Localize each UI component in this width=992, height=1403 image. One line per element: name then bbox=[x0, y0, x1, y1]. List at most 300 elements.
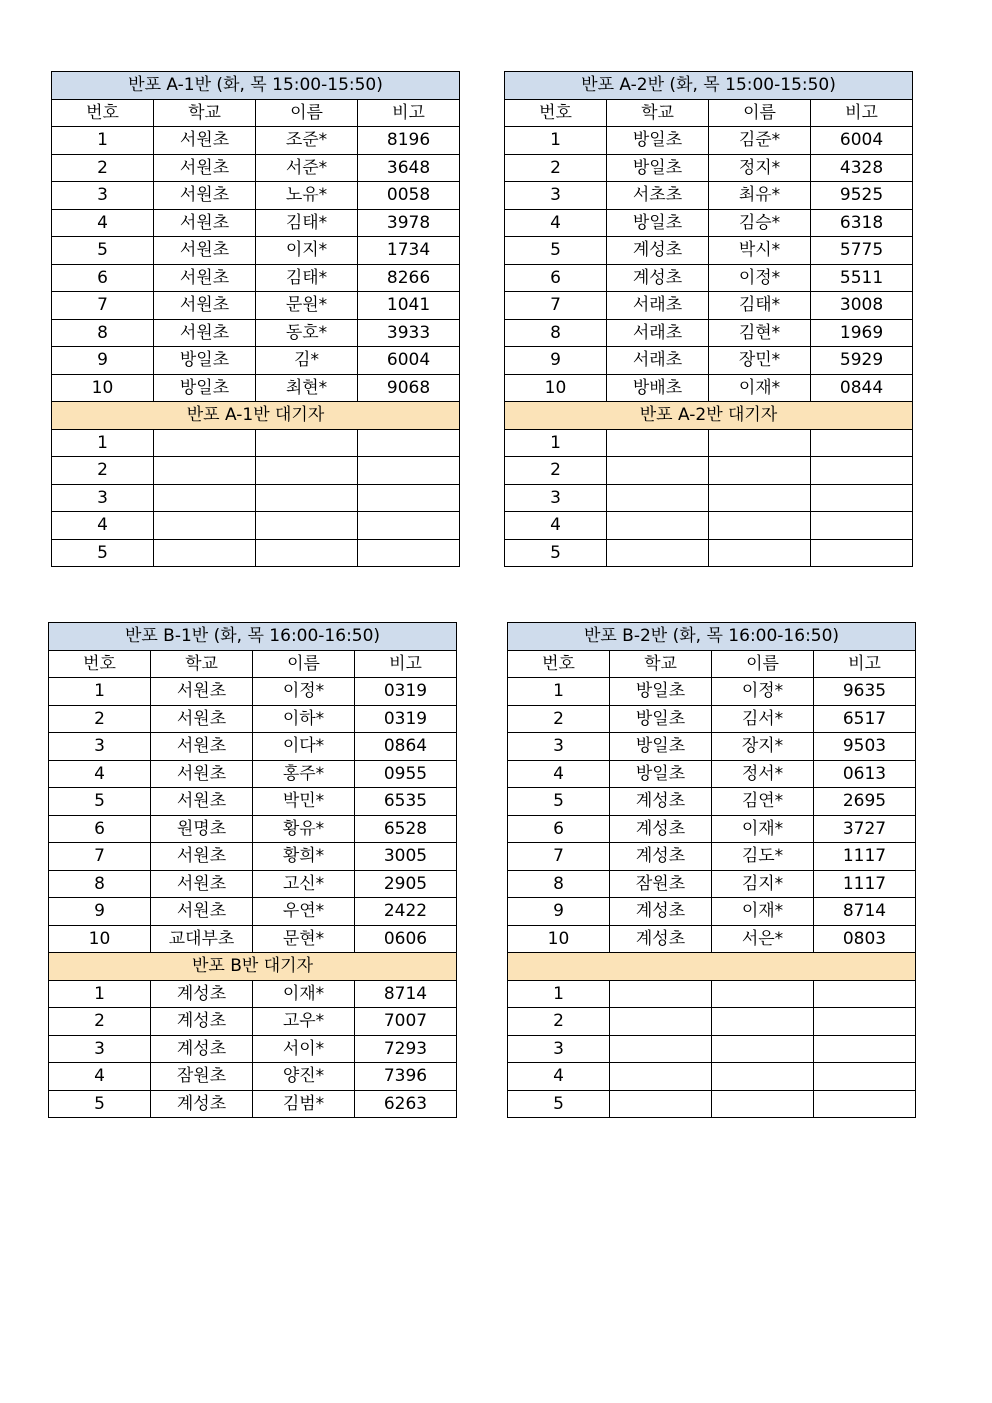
table-row bbox=[52, 264, 460, 292]
cell-number: 4 bbox=[49, 1063, 151, 1091]
cell-school bbox=[610, 1008, 712, 1036]
cell-number: 1 bbox=[508, 980, 610, 1008]
table-row bbox=[49, 925, 457, 953]
cell-school: 서원초 bbox=[154, 237, 256, 265]
cell-school: 서원초 bbox=[154, 264, 256, 292]
cell-school: 계성초 bbox=[607, 237, 709, 265]
waitlist-row bbox=[505, 539, 913, 567]
cell-number: 5 bbox=[505, 237, 607, 265]
cell-student-name bbox=[256, 429, 358, 457]
table-row bbox=[505, 154, 913, 182]
cell-student-name: 서은* bbox=[712, 925, 814, 953]
cell-number: 8 bbox=[505, 319, 607, 347]
cell-note: 0319 bbox=[355, 678, 457, 706]
table-row bbox=[52, 292, 460, 320]
waitlist-row bbox=[505, 429, 913, 457]
table-row bbox=[508, 925, 916, 953]
cell-school: 서원초 bbox=[154, 319, 256, 347]
cell-student-name bbox=[256, 484, 358, 512]
class-a2-table bbox=[504, 71, 913, 567]
cell-student-name bbox=[709, 512, 811, 540]
cell-number: 6 bbox=[49, 815, 151, 843]
cell-note: 8714 bbox=[814, 898, 916, 926]
cell-note: 3933 bbox=[358, 319, 460, 347]
cell-student-name: 김승* bbox=[709, 209, 811, 237]
cell-number: 5 bbox=[508, 1090, 610, 1118]
cell-student-name: 황유* bbox=[253, 815, 355, 843]
cell-student-name: 정지* bbox=[709, 154, 811, 182]
header-name: 이름 bbox=[256, 99, 358, 127]
waitlist-row bbox=[49, 1035, 457, 1063]
cell-number: 4 bbox=[49, 760, 151, 788]
cell-note: 6528 bbox=[355, 815, 457, 843]
cell-number: 7 bbox=[505, 292, 607, 320]
waitlist-row bbox=[508, 1063, 916, 1091]
cell-student-name: 황희* bbox=[253, 843, 355, 871]
cell-note bbox=[358, 484, 460, 512]
cell-number: 2 bbox=[508, 705, 610, 733]
cell-number: 4 bbox=[52, 209, 154, 237]
header-number: 번호 bbox=[52, 99, 154, 127]
cell-number: 3 bbox=[508, 733, 610, 761]
cell-student-name: 박시* bbox=[709, 237, 811, 265]
cell-note: 6318 bbox=[811, 209, 913, 237]
header-school: 학교 bbox=[610, 650, 712, 678]
table-row bbox=[505, 127, 913, 155]
cell-note bbox=[358, 539, 460, 567]
class-b2-table bbox=[507, 622, 916, 1118]
cell-school: 계성초 bbox=[610, 788, 712, 816]
cell-school bbox=[154, 512, 256, 540]
cell-school: 서원초 bbox=[154, 154, 256, 182]
table-row bbox=[52, 154, 460, 182]
cell-school: 잠원초 bbox=[610, 870, 712, 898]
table-title-row bbox=[508, 623, 916, 651]
cell-note: 0844 bbox=[811, 374, 913, 402]
cell-school: 계성초 bbox=[151, 1090, 253, 1118]
cell-school: 서원초 bbox=[151, 678, 253, 706]
cell-student-name bbox=[256, 539, 358, 567]
cell-school: 계성초 bbox=[151, 1008, 253, 1036]
waitlist-row bbox=[52, 512, 460, 540]
cell-student-name: 이재* bbox=[712, 898, 814, 926]
cell-school: 서원초 bbox=[154, 127, 256, 155]
cell-student-name bbox=[709, 484, 811, 512]
cell-school: 서원초 bbox=[151, 733, 253, 761]
cell-note: 9635 bbox=[814, 678, 916, 706]
cell-note: 0613 bbox=[814, 760, 916, 788]
cell-note: 9525 bbox=[811, 182, 913, 210]
cell-note: 1117 bbox=[814, 843, 916, 871]
cell-school: 계성초 bbox=[610, 815, 712, 843]
cell-number: 1 bbox=[52, 429, 154, 457]
cell-number: 7 bbox=[52, 292, 154, 320]
cell-number: 7 bbox=[49, 843, 151, 871]
cell-number: 3 bbox=[49, 733, 151, 761]
cell-note: 7396 bbox=[355, 1063, 457, 1091]
cell-school: 서래초 bbox=[607, 292, 709, 320]
cell-school: 서원초 bbox=[154, 182, 256, 210]
cell-school: 방일초 bbox=[154, 374, 256, 402]
header-number: 번호 bbox=[508, 650, 610, 678]
table-row bbox=[508, 733, 916, 761]
cell-school: 서래초 bbox=[607, 347, 709, 375]
cell-note: 0955 bbox=[355, 760, 457, 788]
cell-note: 1969 bbox=[811, 319, 913, 347]
cell-note bbox=[811, 429, 913, 457]
cell-student-name bbox=[256, 512, 358, 540]
cell-student-name: 홍주* bbox=[253, 760, 355, 788]
cell-note: 2905 bbox=[355, 870, 457, 898]
cell-number: 1 bbox=[505, 429, 607, 457]
cell-note bbox=[358, 429, 460, 457]
cell-student-name: 김현* bbox=[709, 319, 811, 347]
waitlist-row bbox=[508, 980, 916, 1008]
waitlist-title: 반포 A-1반 대기자 bbox=[52, 402, 460, 430]
header-school: 학교 bbox=[151, 650, 253, 678]
table-row bbox=[505, 347, 913, 375]
cell-note bbox=[814, 1063, 916, 1091]
cell-note: 1117 bbox=[814, 870, 916, 898]
table-title: 반포 B-1반 (화, 목 16:00-16:50) bbox=[49, 623, 457, 651]
cell-note: 2695 bbox=[814, 788, 916, 816]
cell-note: 5929 bbox=[811, 347, 913, 375]
table-title-row bbox=[505, 72, 913, 100]
cell-student-name: 조준* bbox=[256, 127, 358, 155]
cell-note bbox=[811, 457, 913, 485]
cell-student-name: 이정* bbox=[253, 678, 355, 706]
cell-school: 잠원초 bbox=[151, 1063, 253, 1091]
cell-school: 계성초 bbox=[610, 925, 712, 953]
cell-number: 3 bbox=[505, 484, 607, 512]
cell-student-name bbox=[712, 1090, 814, 1118]
cell-note: 3648 bbox=[358, 154, 460, 182]
cell-note: 0319 bbox=[355, 705, 457, 733]
cell-school bbox=[607, 512, 709, 540]
cell-number: 4 bbox=[52, 512, 154, 540]
cell-number: 9 bbox=[505, 347, 607, 375]
cell-note: 0058 bbox=[358, 182, 460, 210]
waitlist-row bbox=[49, 1008, 457, 1036]
header-name: 이름 bbox=[253, 650, 355, 678]
table-row bbox=[52, 374, 460, 402]
cell-number: 2 bbox=[505, 457, 607, 485]
cell-student-name bbox=[712, 1063, 814, 1091]
cell-note bbox=[814, 1035, 916, 1063]
cell-school: 방일초 bbox=[607, 127, 709, 155]
waitlist-row bbox=[52, 457, 460, 485]
cell-note: 8714 bbox=[355, 980, 457, 1008]
cell-student-name bbox=[712, 1035, 814, 1063]
cell-student-name: 김태* bbox=[256, 264, 358, 292]
cell-student-name: 장민* bbox=[709, 347, 811, 375]
cell-student-name: 이정* bbox=[709, 264, 811, 292]
cell-school bbox=[154, 457, 256, 485]
table-row bbox=[505, 374, 913, 402]
cell-number: 1 bbox=[49, 980, 151, 1008]
cell-school bbox=[607, 484, 709, 512]
cell-school: 방일초 bbox=[610, 760, 712, 788]
cell-number: 5 bbox=[49, 788, 151, 816]
cell-note: 3005 bbox=[355, 843, 457, 871]
table-header-row bbox=[52, 99, 460, 127]
cell-student-name: 이재* bbox=[253, 980, 355, 1008]
cell-school: 서원초 bbox=[151, 705, 253, 733]
class-a1-table bbox=[51, 71, 460, 567]
cell-number: 1 bbox=[505, 127, 607, 155]
table-row bbox=[52, 209, 460, 237]
waitlist-row bbox=[49, 980, 457, 1008]
table-title: 반포 B-2반 (화, 목 16:00-16:50) bbox=[508, 623, 916, 651]
table-row bbox=[52, 319, 460, 347]
header-note: 비고 bbox=[355, 650, 457, 678]
cell-number: 3 bbox=[52, 182, 154, 210]
cell-school bbox=[610, 980, 712, 1008]
cell-school bbox=[154, 539, 256, 567]
cell-number: 9 bbox=[49, 898, 151, 926]
cell-school: 계성초 bbox=[151, 980, 253, 1008]
table-row bbox=[508, 898, 916, 926]
cell-number: 4 bbox=[505, 512, 607, 540]
cell-school bbox=[610, 1063, 712, 1091]
table-row bbox=[49, 815, 457, 843]
cell-school: 방일초 bbox=[610, 733, 712, 761]
table-row bbox=[49, 843, 457, 871]
cell-student-name: 문현* bbox=[253, 925, 355, 953]
table-row bbox=[505, 292, 913, 320]
cell-number: 5 bbox=[52, 237, 154, 265]
table-title-row bbox=[52, 72, 460, 100]
cell-student-name: 이정* bbox=[712, 678, 814, 706]
cell-student-name: 고우* bbox=[253, 1008, 355, 1036]
cell-note: 5775 bbox=[811, 237, 913, 265]
waitlist-row bbox=[505, 512, 913, 540]
waitlist-row bbox=[505, 457, 913, 485]
waitlist-row bbox=[52, 484, 460, 512]
cell-student-name: 정서* bbox=[712, 760, 814, 788]
cell-number: 2 bbox=[52, 154, 154, 182]
cell-note: 3727 bbox=[814, 815, 916, 843]
cell-note: 7293 bbox=[355, 1035, 457, 1063]
cell-note bbox=[814, 1008, 916, 1036]
cell-number: 1 bbox=[49, 678, 151, 706]
cell-note: 9503 bbox=[814, 733, 916, 761]
cell-student-name: 김연* bbox=[712, 788, 814, 816]
cell-number: 9 bbox=[508, 898, 610, 926]
cell-student-name: 김* bbox=[256, 347, 358, 375]
table-row bbox=[505, 319, 913, 347]
cell-number: 3 bbox=[508, 1035, 610, 1063]
cell-student-name: 김태* bbox=[709, 292, 811, 320]
cell-school: 서원초 bbox=[151, 898, 253, 926]
header-school: 학교 bbox=[607, 99, 709, 127]
cell-number: 1 bbox=[52, 127, 154, 155]
cell-school: 서원초 bbox=[154, 292, 256, 320]
cell-student-name: 이다* bbox=[253, 733, 355, 761]
cell-note: 7007 bbox=[355, 1008, 457, 1036]
cell-note: 6004 bbox=[358, 347, 460, 375]
cell-student-name: 박민* bbox=[253, 788, 355, 816]
cell-number: 5 bbox=[52, 539, 154, 567]
cell-number: 4 bbox=[508, 1063, 610, 1091]
waitlist-row bbox=[49, 1063, 457, 1091]
cell-note: 0803 bbox=[814, 925, 916, 953]
cell-note bbox=[811, 484, 913, 512]
cell-student-name: 김준* bbox=[709, 127, 811, 155]
cell-school bbox=[610, 1090, 712, 1118]
cell-number: 6 bbox=[505, 264, 607, 292]
table-row bbox=[505, 237, 913, 265]
cell-number: 5 bbox=[505, 539, 607, 567]
cell-student-name: 최현* bbox=[256, 374, 358, 402]
header-note: 비고 bbox=[811, 99, 913, 127]
cell-student-name: 최유* bbox=[709, 182, 811, 210]
table-header-row bbox=[49, 650, 457, 678]
cell-student-name: 서준* bbox=[256, 154, 358, 182]
cell-school: 방일초 bbox=[154, 347, 256, 375]
cell-note bbox=[814, 980, 916, 1008]
cell-note bbox=[811, 512, 913, 540]
cell-school: 서초초 bbox=[607, 182, 709, 210]
table-row bbox=[52, 127, 460, 155]
cell-school bbox=[607, 457, 709, 485]
table-row bbox=[508, 815, 916, 843]
waitlist-row bbox=[505, 484, 913, 512]
cell-note: 6263 bbox=[355, 1090, 457, 1118]
table-title-row bbox=[49, 623, 457, 651]
cell-note: 6004 bbox=[811, 127, 913, 155]
cell-note: 5511 bbox=[811, 264, 913, 292]
waitlist-row bbox=[49, 1090, 457, 1118]
cell-school: 방일초 bbox=[607, 209, 709, 237]
cell-student-name: 고신* bbox=[253, 870, 355, 898]
header-number: 번호 bbox=[49, 650, 151, 678]
cell-note: 6535 bbox=[355, 788, 457, 816]
cell-number: 10 bbox=[505, 374, 607, 402]
cell-school: 서원초 bbox=[151, 843, 253, 871]
table-row bbox=[49, 733, 457, 761]
table-row bbox=[505, 264, 913, 292]
cell-number: 7 bbox=[508, 843, 610, 871]
cell-number: 2 bbox=[52, 457, 154, 485]
cell-number: 8 bbox=[508, 870, 610, 898]
cell-number: 5 bbox=[49, 1090, 151, 1118]
cell-school: 교대부초 bbox=[151, 925, 253, 953]
cell-number: 9 bbox=[52, 347, 154, 375]
table-row bbox=[52, 182, 460, 210]
waitlist-title: 반포 A-2반 대기자 bbox=[505, 402, 913, 430]
cell-school: 방배초 bbox=[607, 374, 709, 402]
cell-note: 3978 bbox=[358, 209, 460, 237]
cell-note bbox=[358, 457, 460, 485]
table-row bbox=[508, 870, 916, 898]
cell-school: 서원초 bbox=[151, 760, 253, 788]
cell-school: 계성초 bbox=[151, 1035, 253, 1063]
waitlist-title-row bbox=[49, 953, 457, 981]
table-row bbox=[508, 705, 916, 733]
cell-student-name: 양진* bbox=[253, 1063, 355, 1091]
cell-note: 3008 bbox=[811, 292, 913, 320]
cell-number: 4 bbox=[505, 209, 607, 237]
cell-note: 6517 bbox=[814, 705, 916, 733]
cell-note bbox=[358, 512, 460, 540]
waitlist-row bbox=[508, 1035, 916, 1063]
table-row bbox=[49, 705, 457, 733]
waitlist-title-row bbox=[505, 402, 913, 430]
table-row bbox=[505, 209, 913, 237]
cell-number: 5 bbox=[508, 788, 610, 816]
waitlist-title-row bbox=[52, 402, 460, 430]
table-row bbox=[49, 898, 457, 926]
cell-note bbox=[811, 539, 913, 567]
cell-student-name bbox=[709, 429, 811, 457]
cell-note: 1041 bbox=[358, 292, 460, 320]
header-number: 번호 bbox=[505, 99, 607, 127]
cell-number: 2 bbox=[49, 705, 151, 733]
table-title: 반포 A-1반 (화, 목 15:00-15:50) bbox=[52, 72, 460, 100]
cell-student-name: 이재* bbox=[709, 374, 811, 402]
waitlist-row bbox=[508, 1090, 916, 1118]
waitlist-row bbox=[52, 429, 460, 457]
header-name: 이름 bbox=[709, 99, 811, 127]
cell-number: 2 bbox=[49, 1008, 151, 1036]
cell-number: 3 bbox=[505, 182, 607, 210]
cell-number: 10 bbox=[508, 925, 610, 953]
cell-number: 2 bbox=[508, 1008, 610, 1036]
table-row bbox=[505, 182, 913, 210]
cell-number: 10 bbox=[52, 374, 154, 402]
waitlist-title bbox=[508, 953, 916, 981]
table-row bbox=[508, 843, 916, 871]
cell-student-name: 김지* bbox=[712, 870, 814, 898]
table-header-row bbox=[505, 99, 913, 127]
cell-school: 방일초 bbox=[610, 678, 712, 706]
waitlist-title-row bbox=[508, 953, 916, 981]
cell-school bbox=[610, 1035, 712, 1063]
cell-student-name bbox=[709, 457, 811, 485]
cell-note: 2422 bbox=[355, 898, 457, 926]
cell-school: 서래초 bbox=[607, 319, 709, 347]
cell-student-name: 문원* bbox=[256, 292, 358, 320]
header-note: 비고 bbox=[358, 99, 460, 127]
cell-student-name bbox=[256, 457, 358, 485]
waitlist-title: 반포 B반 대기자 bbox=[49, 953, 457, 981]
table-header-row bbox=[508, 650, 916, 678]
cell-school bbox=[154, 484, 256, 512]
table-row bbox=[49, 678, 457, 706]
cell-student-name: 노유* bbox=[256, 182, 358, 210]
cell-student-name: 우연* bbox=[253, 898, 355, 926]
table-row bbox=[52, 347, 460, 375]
header-school: 학교 bbox=[154, 99, 256, 127]
cell-student-name bbox=[709, 539, 811, 567]
cell-student-name bbox=[712, 1008, 814, 1036]
cell-number: 8 bbox=[49, 870, 151, 898]
cell-note: 4328 bbox=[811, 154, 913, 182]
cell-school: 방일초 bbox=[610, 705, 712, 733]
cell-school: 계성초 bbox=[607, 264, 709, 292]
cell-note: 8196 bbox=[358, 127, 460, 155]
cell-school: 원명초 bbox=[151, 815, 253, 843]
table-row bbox=[508, 788, 916, 816]
table-title: 반포 A-2반 (화, 목 15:00-15:50) bbox=[505, 72, 913, 100]
cell-school: 서원초 bbox=[154, 209, 256, 237]
cell-student-name: 김도* bbox=[712, 843, 814, 871]
cell-school: 서원초 bbox=[151, 788, 253, 816]
cell-number: 2 bbox=[505, 154, 607, 182]
cell-student-name: 동호* bbox=[256, 319, 358, 347]
cell-note: 0606 bbox=[355, 925, 457, 953]
